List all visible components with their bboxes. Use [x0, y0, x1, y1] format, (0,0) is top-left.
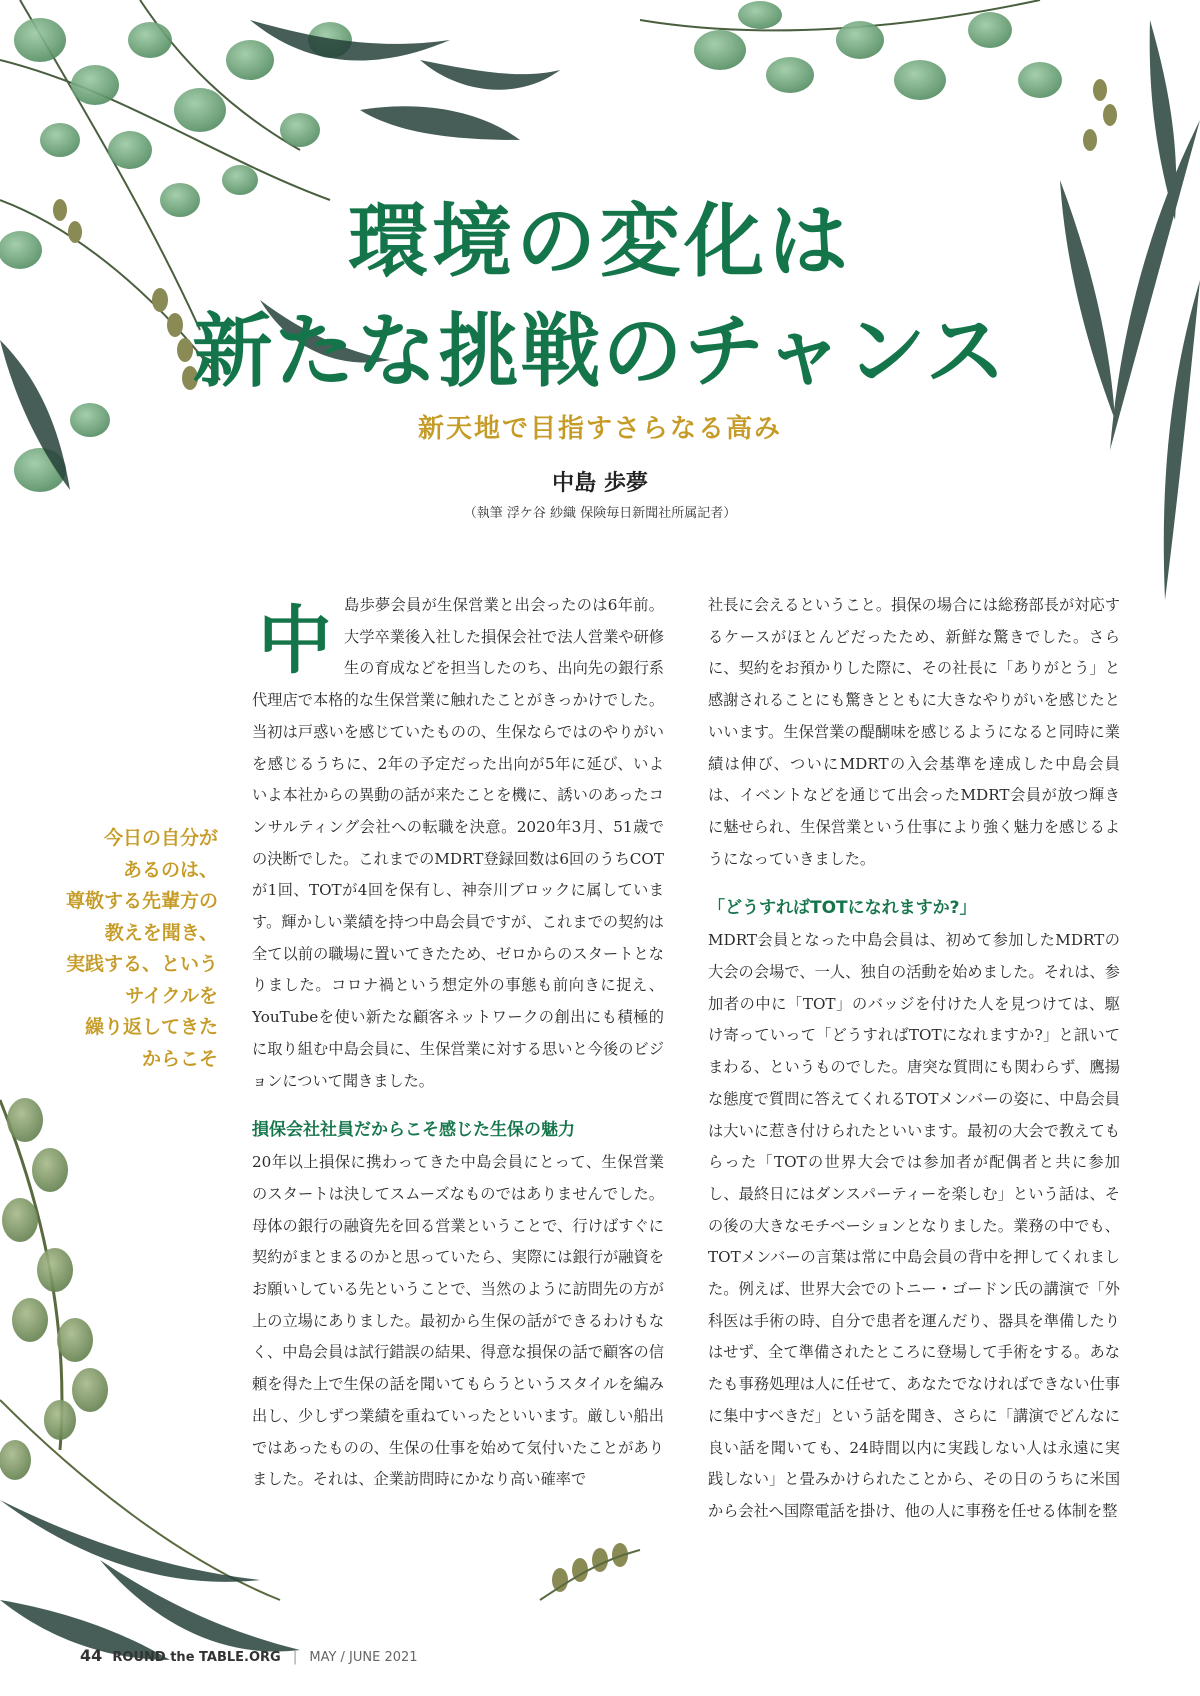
pull-quote-line: 尊敬する先輩方の	[65, 890, 218, 912]
pull-quote-line: 今日の自分が	[103, 827, 218, 849]
page-title-line-2: 新たな挑戦のチャンス	[192, 304, 1008, 398]
pull-quote-line: 教えを聞き、	[104, 921, 218, 944]
page-title-line-1: 環境の変化は	[348, 194, 852, 288]
pull-quote-line: からこそ	[141, 1047, 218, 1070]
pull-quote-line: 繰り返してきた	[84, 1016, 218, 1038]
section-heading: 損保会社社員だからこそ感じた生保の魅力	[252, 1120, 575, 1141]
page-footer	[80, 1646, 418, 1665]
author-credit: （執筆 浮ケ谷 紗織 保険毎日新聞社所属記者）	[463, 506, 737, 521]
body-paragraph: 20年以上損保に携わってきた中島会員にとって、生保営業のスタートは決してスムーズなものではありませんでした。母体の銀行の融資先を回る営業ということで、行けばすぐに契約がまとまるのかと思っていたら、実際には銀行が融資をお願いしている先ということで、当然のように訪問先の方が上の立場にありました。最初から生保の話ができるわけもなく、中島会員は試行錯誤の結果、得意な損保の話で顧客の信頼を得た上で生保の話を聞いてもらうというスタイルを編み出し、少しずつ業績を重ねていったといいます。厳しい船出ではあったものの、生保の仕事を始めて気付いたことがありました。それは、企業訪問時にかなり高い確率で	[252, 1153, 665, 1489]
body-paragraph: MDRT会員となった中島会員は、初めて参加したMDRTの大会の会場で、一人、独自の活動を始めました。それは、参加者の中に「TOT」のバッジを付けた人を見つけては、駆け寄っていって「どうすればTOTになれますか?」と訊いてまわる、というものでした。唐突な質問にも関わらず、鷹揚な態度で質問に答えてくれるTOTメンバーの姿に、中島会員は大いに惹き付けられたといいます。最初の大会で教えてもらった「TOTの世界大会では参加者が配偶者と共に参加し、最終日にはダンスパーティーを楽しむ」という話は、その後の大きなモチベーションとなりました。業務の中でも、TOTメンバーの言葉は常に中島会員の背中を押してくれました。例えば、世界大会でのトニー・ゴードン氏の講演で「外科医は手術の時、自分で患者を運んだり、器具を準備したりはせず、全て準備されたところに登場して手術をする。あなたも事務処理は人に任せて、あなたでなければできない仕事に集中すべきだ」という話を聞き、さらに「講演でどんなに良い話を聞いても、24時間以内に実践しない人は永遠に実践しない」と畳みかけられたことから、その日のうちに米国から会社へ国際電話を掛け、他の人に事務を任せる体制を整	[708, 931, 1120, 1520]
page-number: 44	[80, 1646, 103, 1665]
subtitle: 新天地で目指すさらなる高み	[417, 414, 782, 444]
pull-quote	[40, 823, 218, 1075]
footer-separator: |	[292, 1650, 298, 1665]
drop-cap: 中	[258, 598, 332, 684]
issue-date: MAY / JUNE 2021	[309, 1650, 418, 1665]
body-paragraph: 社長に会えるということ。損保の場合には総務部長が対応するケースがほとんどだったため、新鮮な驚きでした。さらに、契約をお預かりした際に、その社長に「ありがとう」と感謝されることにも驚きとともに大きなやりがいを感じたといいます。生保営業の醍醐味を感じるようになると同時に業績は伸び、ついにMDRTの入会基準を達成した中島会員は、イベントなどを通じて出会ったMDRT会員が放つ輝きに魅せられ、生保営業という仕事により強く魅力を感じるようになっていきました。	[708, 596, 1120, 868]
article-column-1	[252, 590, 664, 1496]
pull-quote-line: あるのは、	[122, 858, 218, 881]
pull-quote-line: 実践する、という	[65, 953, 218, 975]
publication-name: ROUND the TABLE.ORG	[112, 1650, 281, 1665]
pull-quote-line: サイクルを	[125, 984, 218, 1007]
intro-paragraph: 島歩夢会員が生保営業と出会ったのは6年前。大学卒業後入社した損保会社で法人営業や研修生の育成などを担当したのち、出向先の銀行系代理店で本格的な生保営業に触れたことがきっかけでした。当初は戸惑いを感じていたものの、生保ならではのやりがいを感じるうちに、2年の予定だった出向が5年に延び、いよいよ本社からの異動の話が来たことを機に、誘いのあったコンサルティング会社への転職を決意。2020年3月、51歳での決断でした。これまでのMDRT登録回数は6回のうちCOTが1回、TOTが4回を保有し、神奈川ブロックに属しています。輝かしい業績を持つ中島会員ですが、これまでの契約は全て以前の職場に置いてきたため、ゼロからのスタートとなりました。コロナ禍という想定外の事態も前向きに捉え、YouTubeを使い新たな顧客ネットワークの創出にも積極的に取り組む中島会員に、生保営業に対する思いと今後のビジョンについて聞きました。	[252, 596, 664, 1090]
section-heading: 「どうすればTOTになれますか?」	[708, 898, 977, 919]
author-name: 中島 歩夢	[552, 471, 648, 496]
article-column-2	[708, 590, 1120, 1528]
